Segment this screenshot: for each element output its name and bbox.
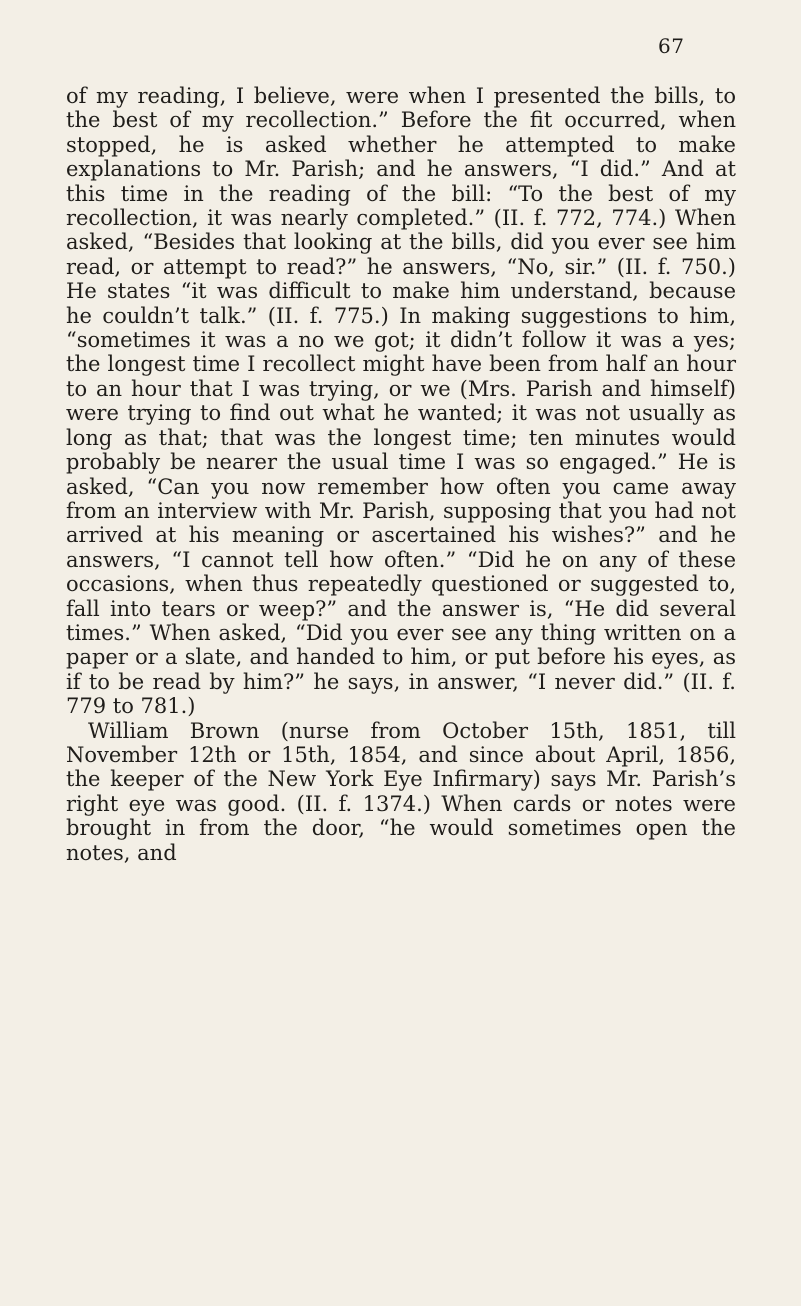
- paragraph-william-brown: William Brown (nurse from October 15th, 1851, till November 12th or 15th, 1854, and since about April, 1856, the keeper of the New York Eye Infirmary) says Mr. Parish’s right eye was good. (II. f. 1374.) When cards or notes were brought in from the door, “he would sometimes open the notes, and: [66, 718, 736, 865]
- body-text: [66, 84, 736, 865]
- paragraph-testimony-reading: of my reading, I believe, were when I presented the bills, to the best of my recollection.” Before the fit occurred, when stopped, he is asked whether he attempted to make explanations to Mr. Parish; and he answers, “I did.” And at this time in the reading of the bill: “To the best of my recollection, it was nearly completed.” (II. f. 772, 774.) When asked, “Besides that looking at the bills, did you ever see him read, or attempt to read?” he answers, “No, sir.” (II. f. 750.) He states “it was difficult to make him understand, because he couldn’t talk.” (II. f. 775.) In making suggestions to him, “sometimes it was a no we got; it didn’t follow it was a yes; the longest time I recollect might have been from half an hour to an hour that I was trying, or we (Mrs. Parish and himself) were trying to find out what he wanted; it was not usually as long as that; that was the longest time; ten minutes would probably be nearer the usual time I was so engaged.” He is asked, “Can you now remember how often you came away from an interview with Mr. Parish, supposing that you had not arrived at his meaning or ascertained his wishes?” and he answers, “I cannot tell how often.” “Did he on any of these occasions, when thus repeatedly questioned or suggested to, fall into tears or weep?” and the answer is, “He did several times.” When asked, “Did you ever see any thing written on a paper or a slate, and handed to him, or put before his eyes, as if to be read by him?” he says, in answer, “I never did.” (II. f. 779 to 781.): [66, 84, 736, 719]
- page-number: 67: [658, 34, 685, 58]
